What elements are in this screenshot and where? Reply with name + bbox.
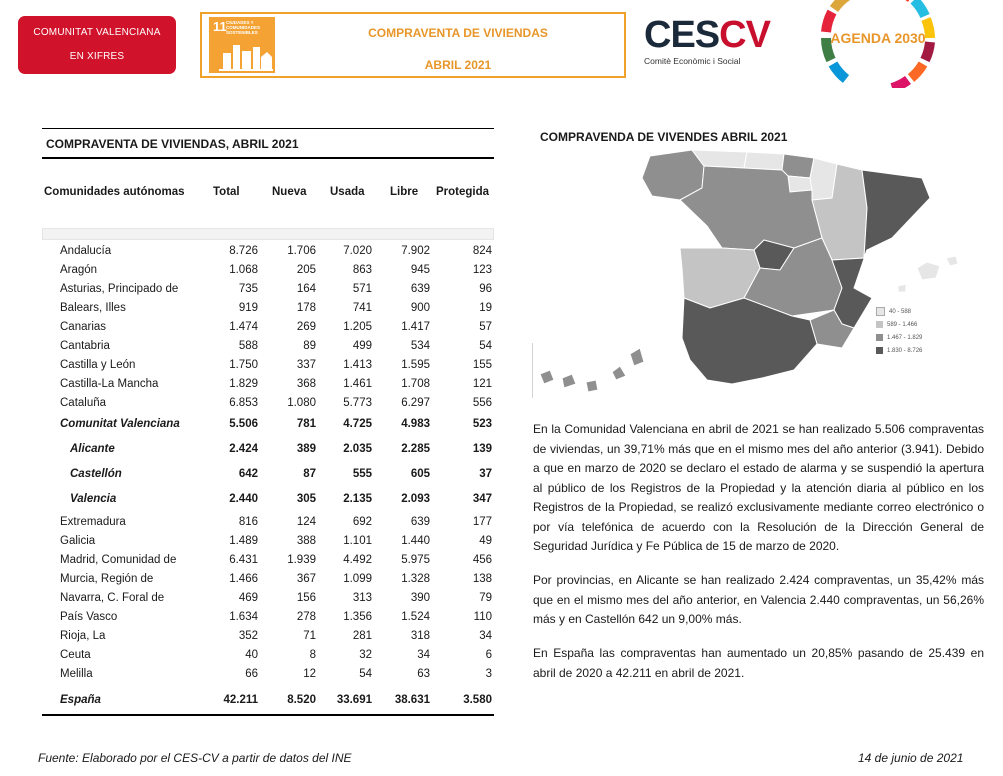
sdg-number: 11 xyxy=(213,19,227,34)
cell-protegida: 824 xyxy=(472,245,492,257)
table-row xyxy=(42,302,494,321)
row-region-name: Ceuta xyxy=(60,649,91,661)
cell-nueva: 205 xyxy=(296,264,316,276)
cell-usada: 1.461 xyxy=(343,378,372,390)
table-row xyxy=(42,592,494,611)
legend-label: 1.467 - 1.829 xyxy=(887,334,923,341)
table-row xyxy=(42,321,494,340)
row-region-name: Madrid, Comunidad de xyxy=(60,554,177,566)
cell-libre: 639 xyxy=(410,516,430,528)
cell-protegida: 96 xyxy=(479,283,492,295)
cell-protegida: 3 xyxy=(485,668,492,680)
header-title-box xyxy=(200,12,626,78)
legend-label: 1.830 - 8.726 xyxy=(887,347,923,354)
cell-nueva: 1.706 xyxy=(287,245,316,257)
cell-nueva: 278 xyxy=(296,611,316,623)
cescv-logo xyxy=(644,14,770,72)
table-row xyxy=(42,516,494,535)
footer-date: 14 de junio de 2021 xyxy=(858,751,964,765)
row-region-name: Navarra, C. Foral de xyxy=(60,592,165,604)
cell-usada: 54 xyxy=(359,668,372,680)
cell-protegida: 123 xyxy=(472,264,492,276)
cell-usada: 571 xyxy=(352,283,372,295)
cell-total: 1.829 xyxy=(229,378,258,390)
cell-total: 816 xyxy=(238,516,258,528)
cell-libre: 2.093 xyxy=(401,493,430,505)
paragraph-espana: En España las compraventas han aumentado un 20,85% pasando de 25.439 en abril de 2020 a 42.211 en abril de 2021. xyxy=(533,646,984,680)
cell-protegida: 79 xyxy=(479,592,492,604)
header-title: COMPRAVENTA DE VIVIENDAS xyxy=(368,26,548,40)
badge-line-2: EN XIFRES xyxy=(69,51,125,62)
cell-total: 352 xyxy=(238,630,258,642)
region-menorca xyxy=(946,256,958,266)
cell-total: 1.489 xyxy=(229,535,258,547)
cell-protegida: 456 xyxy=(472,554,492,566)
cell-nueva: 124 xyxy=(296,516,316,528)
col-header-region: Comunidades autónomas xyxy=(44,186,185,198)
cell-libre: 2.285 xyxy=(401,443,430,455)
cell-usada: 5.773 xyxy=(343,397,372,409)
cell-protegida: 3.580 xyxy=(463,694,492,706)
cell-protegida: 110 xyxy=(473,611,492,623)
row-region-name: Cantabria xyxy=(60,340,110,352)
cell-libre: 318 xyxy=(410,630,430,642)
table-row xyxy=(42,573,494,592)
region-canarias-1 xyxy=(540,370,554,384)
cell-protegida: 49 xyxy=(479,535,492,547)
table-row xyxy=(42,378,494,397)
cell-usada: 1.099 xyxy=(343,573,372,585)
row-region-name: Valencia xyxy=(70,493,117,505)
cescv-logo-ces: CES xyxy=(644,14,720,56)
cell-protegida: 37 xyxy=(479,468,492,480)
cell-nueva: 269 xyxy=(296,321,316,333)
cell-total: 469 xyxy=(238,592,258,604)
map-legend xyxy=(876,305,922,357)
cell-total: 5.506 xyxy=(229,418,258,430)
col-header-libre: Libre xyxy=(390,186,419,198)
cescv-logo-cv: CV xyxy=(719,14,770,56)
cell-nueva: 388 xyxy=(296,535,316,547)
cell-total: 1.750 xyxy=(229,359,258,371)
table-row xyxy=(42,443,494,462)
city-buildings-icon xyxy=(209,17,275,73)
cell-total: 8.726 xyxy=(229,245,258,257)
cescv-subtitle: Comitè Econòmic i Social xyxy=(644,56,741,66)
cell-usada: 33.691 xyxy=(336,694,372,706)
region-cataluna xyxy=(862,170,930,258)
sdg-11-icon xyxy=(209,17,275,73)
col-header-protegida: Protegida xyxy=(436,186,490,198)
cell-protegida: 177 xyxy=(472,516,492,528)
table-row xyxy=(42,630,494,649)
cell-usada: 1.356 xyxy=(343,611,372,623)
cell-protegida: 556 xyxy=(472,397,492,409)
cell-libre: 639 xyxy=(410,283,430,295)
legend-swatch xyxy=(876,347,883,354)
legend-item xyxy=(876,305,922,318)
spain-choropleth-map xyxy=(532,148,987,398)
cv-en-xifres-badge xyxy=(18,16,176,74)
table-row xyxy=(42,245,494,264)
cell-total: 1.068 xyxy=(229,264,258,276)
cell-protegida: 347 xyxy=(472,493,492,505)
cell-usada: 741 xyxy=(352,302,372,314)
cell-usada: 863 xyxy=(352,264,372,276)
row-region-name: País Vasco xyxy=(60,611,118,623)
cell-nueva: 367 xyxy=(296,573,316,585)
cell-nueva: 781 xyxy=(296,418,316,430)
cell-nueva: 337 xyxy=(296,359,316,371)
region-cantabria xyxy=(744,152,784,170)
cell-usada: 1.413 xyxy=(343,359,372,371)
cell-libre: 390 xyxy=(410,592,430,604)
cell-nueva: 1.939 xyxy=(287,554,316,566)
cell-total: 919 xyxy=(238,302,258,314)
table-row xyxy=(42,340,494,359)
cell-nueva: 87 xyxy=(303,468,316,480)
cell-protegida: 54 xyxy=(479,340,492,352)
badge-line-1: COMUNITAT VALENCIANA xyxy=(33,27,161,38)
cell-libre: 1.440 xyxy=(401,535,430,547)
cell-usada: 4.492 xyxy=(343,554,372,566)
cell-nueva: 178 xyxy=(296,302,316,314)
table-row xyxy=(42,283,494,302)
cell-libre: 1.328 xyxy=(401,573,430,585)
cell-nueva: 164 xyxy=(296,283,316,295)
legend-item xyxy=(876,318,922,331)
row-region-name: España xyxy=(60,694,101,706)
cell-libre: 1.595 xyxy=(401,359,430,371)
row-region-name: Aragón xyxy=(60,264,98,276)
cell-usada: 32 xyxy=(359,649,372,661)
cell-protegida: 57 xyxy=(479,321,492,333)
row-region-name: Canarias xyxy=(60,321,107,333)
cell-libre: 1.417 xyxy=(401,321,430,333)
region-ibiza xyxy=(898,284,906,292)
table-row xyxy=(42,554,494,573)
cell-total: 588 xyxy=(238,340,258,352)
cell-libre: 7.902 xyxy=(401,245,430,257)
region-la-rioja xyxy=(788,176,812,192)
cell-libre: 34 xyxy=(417,649,430,661)
cell-usada: 2.035 xyxy=(343,443,372,455)
cell-total: 40 xyxy=(245,649,258,661)
cell-libre: 38.631 xyxy=(394,694,430,706)
legend-swatch xyxy=(876,307,885,316)
region-canarias-2 xyxy=(562,374,576,388)
cell-total: 642 xyxy=(238,468,258,480)
table-row xyxy=(42,418,494,437)
cell-total: 6.853 xyxy=(229,397,258,409)
table-spacer-row xyxy=(42,228,494,240)
cell-usada: 499 xyxy=(352,340,372,352)
cell-nueva: 8 xyxy=(309,649,316,661)
cell-libre: 605 xyxy=(410,468,430,480)
region-canarias-4 xyxy=(612,366,626,380)
cell-nueva: 389 xyxy=(296,443,316,455)
col-header-usada: Usada xyxy=(330,186,365,198)
cell-total: 2.424 xyxy=(229,443,258,455)
table-row xyxy=(42,611,494,630)
table-title-rule xyxy=(42,157,494,159)
row-region-name: Melilla xyxy=(60,668,93,680)
row-region-name: Balears, Illes xyxy=(60,302,126,314)
row-region-name: Rioja, La xyxy=(60,630,106,642)
region-canarias-5 xyxy=(630,348,644,366)
col-header-nueva: Nueva xyxy=(272,186,307,198)
cell-usada: 2.135 xyxy=(343,493,372,505)
agenda-2030-text: AGENDA 2030 xyxy=(830,30,926,46)
legend-label: 589 - 1.466 xyxy=(887,321,918,328)
cell-protegida: 139 xyxy=(472,443,492,455)
table-row xyxy=(42,359,494,378)
header-subtitle: ABRIL 2021 xyxy=(424,58,492,72)
legend-label: 40 - 588 xyxy=(889,308,912,315)
cell-usada: 555 xyxy=(352,468,372,480)
cell-libre: 1.708 xyxy=(401,378,430,390)
legend-swatch xyxy=(876,334,883,341)
cell-protegida: 523 xyxy=(472,418,492,430)
cell-total: 1.466 xyxy=(229,573,258,585)
cell-nueva: 1.080 xyxy=(287,397,316,409)
row-region-name: Castilla y León xyxy=(60,359,136,371)
cell-usada: 7.020 xyxy=(343,245,372,257)
cell-total: 42.211 xyxy=(223,694,258,706)
cell-libre: 5.975 xyxy=(401,554,430,566)
region-baleares xyxy=(917,262,940,280)
cell-libre: 4.983 xyxy=(401,418,430,430)
table-row xyxy=(42,397,494,416)
table-row xyxy=(42,535,494,554)
region-canarias-3 xyxy=(586,380,598,392)
cell-usada: 4.725 xyxy=(343,418,372,430)
cell-total: 6.431 xyxy=(229,554,258,566)
cell-usada: 281 xyxy=(352,630,372,642)
cell-nueva: 8.520 xyxy=(287,694,316,706)
row-region-name: Galicia xyxy=(60,535,96,547)
cell-usada: 1.101 xyxy=(343,535,372,547)
paragraph-provincias: Por provincias, en Alicante se han realizado 2.424 compraventas, un 35,42% más que en el mismo mes del año anterior, en Valencia 2.440 compraventas, un 56,26% más y en Castellón 642 un 9,00% más. xyxy=(533,573,984,626)
row-region-name: Andalucía xyxy=(60,245,112,257)
row-region-name: Murcia, Región de xyxy=(60,573,154,585)
table-row xyxy=(42,668,494,687)
cell-total: 66 xyxy=(245,668,258,680)
table-row xyxy=(42,264,494,283)
agenda-2030-logo xyxy=(808,0,948,88)
legend-swatch xyxy=(876,321,883,328)
table-bottom-rule xyxy=(42,714,494,716)
row-region-name: Cataluña xyxy=(60,397,107,409)
table-row xyxy=(42,649,494,668)
row-region-name: Comunitat Valenciana xyxy=(60,418,180,430)
cell-nueva: 89 xyxy=(303,340,316,352)
cell-libre: 63 xyxy=(417,668,430,680)
cell-protegida: 121 xyxy=(472,378,492,390)
cell-total: 1.474 xyxy=(229,321,258,333)
cell-nueva: 368 xyxy=(296,378,316,390)
cell-protegida: 19 xyxy=(479,302,492,314)
cell-nueva: 12 xyxy=(303,668,316,680)
row-region-name: Asturias, Principado de xyxy=(60,283,179,295)
legend-item xyxy=(876,331,922,344)
table-row xyxy=(42,468,494,487)
row-region-name: Castellón xyxy=(70,468,122,480)
cell-protegida: 34 xyxy=(479,630,492,642)
cell-protegida: 138 xyxy=(472,573,492,585)
cell-libre: 534 xyxy=(410,340,430,352)
cell-usada: 692 xyxy=(352,516,372,528)
table-title: COMPRAVENTA DE VIVIENDAS, ABRIL 2021 xyxy=(46,137,299,151)
cell-protegida: 6 xyxy=(485,649,492,661)
cell-nueva: 156 xyxy=(296,592,316,604)
table-top-rule xyxy=(42,128,494,129)
row-region-name: Alicante xyxy=(70,443,115,455)
footer-source: Fuente: Elaborado por el CES-CV a partir de datos del INE xyxy=(38,751,352,765)
cell-libre: 900 xyxy=(410,302,430,314)
cell-libre: 945 xyxy=(410,264,430,276)
cell-nueva: 71 xyxy=(303,630,316,642)
map-title: COMPRAVENDA DE VIVENDES ABRIL 2021 xyxy=(540,130,788,144)
cell-nueva: 305 xyxy=(296,493,316,505)
cell-total: 2.440 xyxy=(229,493,258,505)
table-row xyxy=(42,694,494,713)
cell-total: 735 xyxy=(238,283,258,295)
col-header-total: Total xyxy=(213,186,240,198)
cell-libre: 6.297 xyxy=(401,397,430,409)
table-row xyxy=(42,493,494,512)
legend-item xyxy=(876,344,922,357)
cell-protegida: 155 xyxy=(472,359,492,371)
row-region-name: Castilla-La Mancha xyxy=(60,378,159,390)
row-region-name: Extremadura xyxy=(60,516,126,528)
sdg-text: CIUDADES Y COMUNIDADES SOSTENIBLES xyxy=(226,20,261,35)
cell-usada: 1.205 xyxy=(343,321,372,333)
cell-libre: 1.524 xyxy=(401,611,430,623)
paragraph-comunitat: En la Comunidad Valenciana en abril de 2021 se han realizado 5.506 compraventas de viviendas, un 39,71% más que en el mismo mes del año anterior (3.941). Debido a que en marzo de 2020 se declaro el estado de alarma y se suspendió la apertura al público de los Registros de la Propiedad y la atención diaria al público en los Registros de la Propiedad, se realizó exclusivamente mediante correo electrónico o por vía telefónica de acuerdo con la Resolución de la Dirección General de Seguridad Jurídica y Fe Pública de 15 de marzo de 2020. xyxy=(533,422,984,553)
cell-total: 1.634 xyxy=(229,611,258,623)
cell-usada: 313 xyxy=(352,592,372,604)
